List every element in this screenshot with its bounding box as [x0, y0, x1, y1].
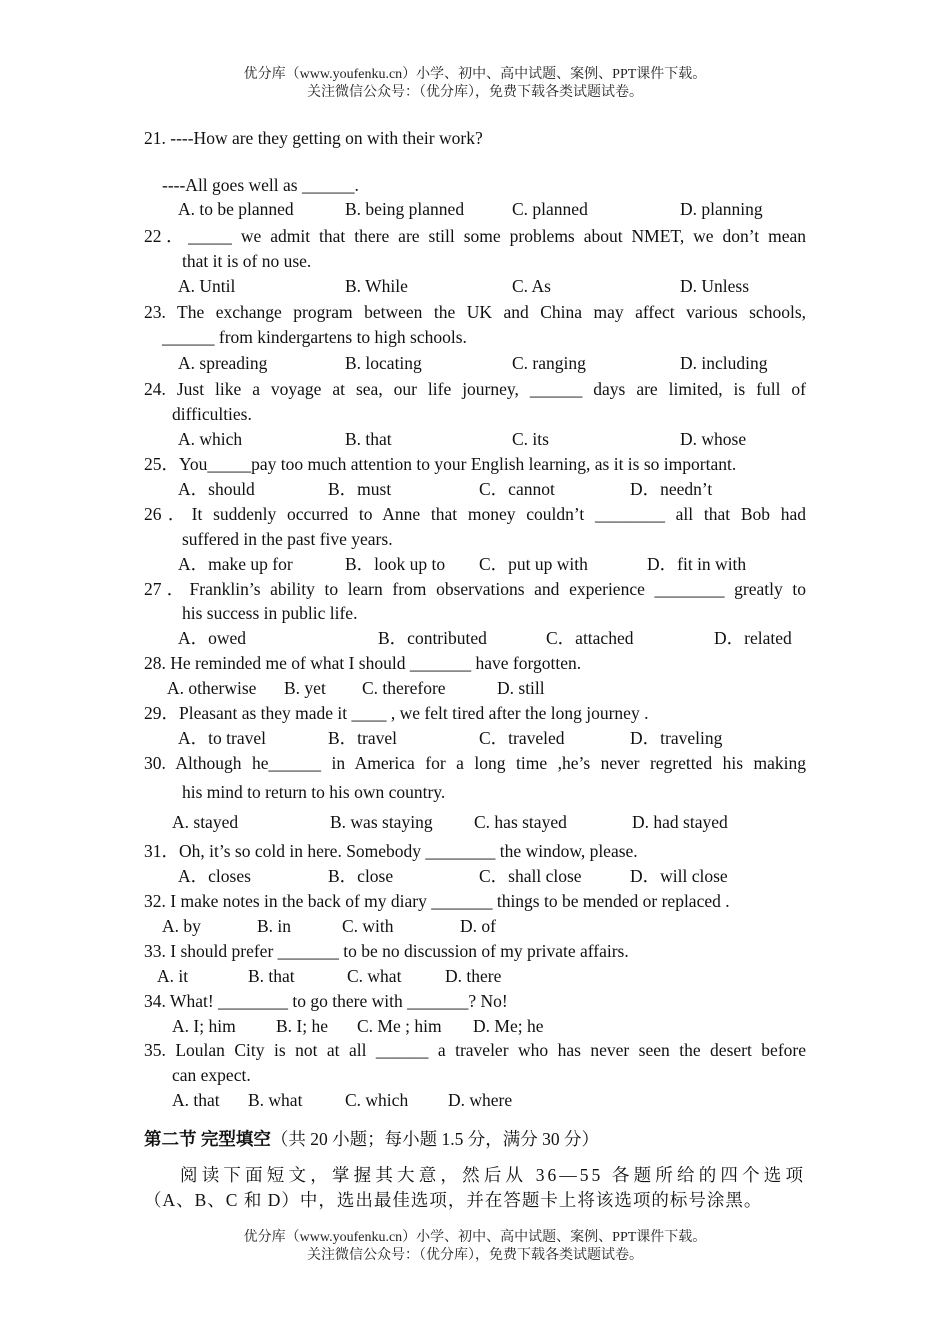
q26-option-a: A．make up for: [178, 554, 293, 574]
q26-option-b: B．look up to: [345, 554, 446, 574]
q29-option-c: C．traveled: [479, 728, 565, 748]
q23-stem-2: ______ from kindergartens to high schools.: [162, 327, 467, 347]
q33-option-c: C. what: [347, 966, 402, 986]
q30-option-d: D. had stayed: [632, 812, 728, 832]
section-heading: [144, 1128, 599, 1150]
q35-option-a: A. that: [172, 1090, 220, 1110]
q31-stem: 31．Oh, it’s so cold in here. Somebody ________ the window, please.: [144, 841, 638, 861]
q32-option-b: B. in: [257, 916, 292, 936]
q29-option-a: A．to travel: [178, 728, 266, 748]
q28-option-d: D. still: [497, 678, 545, 698]
header-line-1: 优分库（www.youfenku.cn）小学、初中、高中试题、案例、PPT课件下载。: [243, 67, 707, 82]
q30-option-c: C. has stayed: [474, 812, 567, 832]
q26-stem: 26．It suddenly occurred to Anne that money couldn’t ________ all that Bob had: [144, 504, 806, 524]
q27-option-a: A．owed: [178, 628, 247, 648]
q27-option-b: B．contributed: [378, 628, 487, 648]
q22-option-c: C. As: [512, 276, 551, 296]
q28-option-c: C. therefore: [362, 678, 446, 698]
q31-option-c: C．shall close: [479, 866, 582, 886]
q34-option-d: D. Me; he: [473, 1016, 544, 1036]
q25-option-d: D．needn’t: [630, 479, 713, 499]
q27-option-c: C．attached: [546, 628, 634, 648]
q21-option-c: C. planned: [512, 199, 588, 219]
footer-line-1: 优分库（www.youfenku.cn）小学、初中、高中试题、案例、PPT课件下载。: [243, 1230, 707, 1245]
q25-option-a: A．should: [178, 479, 255, 499]
q33-stem: 33. I should prefer _______ to be no discussion of my private affairs.: [144, 941, 629, 961]
q32-stem: 32. I make notes in the back of my diary _______ things to be mended or replaced .: [144, 891, 730, 911]
q24-stem: 24. Just like a voyage at sea, our life journey, ______ days are limited, is full of: [144, 379, 806, 399]
q34-stem: 34. What! ________ to go there with _______? No!: [144, 991, 508, 1011]
q27-stem: 27．Franklin’s ability to learn from observations and experience ________ greatly to: [144, 579, 806, 599]
q21-option-a: A. to be planned: [178, 199, 294, 219]
q30-option-a: A. stayed: [172, 812, 239, 832]
q26-option-c: C．put up with: [479, 554, 588, 574]
page-footer: [0, 1229, 950, 1265]
q34-option-b: B. I; he: [276, 1016, 329, 1036]
q26-stem-2: suffered in the past five years.: [182, 529, 393, 549]
q33-option-a: A. it: [157, 966, 189, 986]
q25-option-b: B．must: [328, 479, 392, 499]
q26-option-d: D．fit in with: [647, 554, 747, 574]
q24-option-b: B. that: [345, 429, 392, 449]
q24-option-d: D. whose: [680, 429, 747, 449]
q32-option-c: C. with: [342, 916, 394, 936]
q22-stem-2: that it is of no use.: [182, 251, 312, 271]
q23-option-b: B. locating: [345, 353, 422, 373]
q27-option-d: D．related: [714, 628, 792, 648]
section-subtitle: （共 20 小题；每小题 1.5 分，满分 30 分）: [270, 1129, 599, 1149]
q30-option-b: B. was staying: [330, 812, 433, 832]
q33-option-d: D. there: [445, 966, 502, 986]
q28-stem: 28. He reminded me of what I should _______ have forgotten.: [144, 653, 582, 673]
q27-stem-2: his success in public life.: [182, 603, 358, 623]
q23-option-c: C. ranging: [512, 353, 586, 373]
q34-option-c: C. Me ; him: [357, 1016, 442, 1036]
q30-stem: 30. Although he______ in America for a long time ,he’s never regretted his making: [144, 753, 806, 773]
q25-option-c: C．cannot: [479, 479, 555, 499]
section-instruction-line-1: 阅读下面短文，掌握其大意，然后从 36—55 各题所给的四个选项: [180, 1165, 806, 1185]
header-line-2: 关注微信公众号：（优分库），免费下载各类试题试卷。: [307, 85, 643, 100]
q35-option-d: D. where: [448, 1090, 513, 1110]
section-instruction-line-2: （A、B、C 和 D）中，选出最佳选项，并在答题卡上将该选项的标号涂黑。: [144, 1190, 763, 1210]
q34-option-a: A. I; him: [172, 1016, 236, 1036]
q29-option-d: D．traveling: [630, 728, 723, 748]
q28-option-a: A. otherwise: [167, 678, 257, 698]
q24-option-a: A. which: [178, 429, 243, 449]
q35-stem-2: can expect.: [172, 1065, 251, 1085]
section-title: 第二节 完型填空: [144, 1129, 271, 1149]
q28-option-b: B. yet: [284, 678, 326, 698]
q32-option-d: D. of: [460, 916, 496, 936]
q24-option-c: C. its: [512, 429, 549, 449]
q30-stem-2: his mind to return to his own country.: [182, 782, 446, 802]
q23-option-d: D. including: [680, 353, 768, 373]
q35-option-b: B. what: [248, 1090, 303, 1110]
q23-option-a: A. spreading: [178, 353, 268, 373]
q21-option-d: D. planning: [680, 199, 763, 219]
q22-option-a: A. Until: [178, 276, 236, 296]
q31-option-b: B．close: [328, 866, 394, 886]
footer-line-2: 关注微信公众号：（优分库），免费下载各类试题试卷。: [307, 1248, 643, 1263]
q31-option-d: D．will close: [630, 866, 728, 886]
q21-stem-2: ----All goes well as ______.: [162, 175, 359, 195]
q21-option-b: B. being planned: [345, 199, 465, 219]
q23-stem: 23. The exchange program between the UK and China may affect various schools,: [144, 302, 806, 322]
q21-stem: 21. ----How are they getting on with their work?: [144, 128, 483, 148]
q35-option-c: C. which: [345, 1090, 409, 1110]
q25-stem: 25．You_____pay too much attention to your English learning, as it is so important.: [144, 454, 737, 474]
q22-stem: 22．_____ we admit that there are still some problems about NMET, we don’t mean: [144, 226, 806, 246]
q29-stem: 29．Pleasant as they made it ____ , we felt tired after the long journey .: [144, 703, 649, 723]
q33-option-b: B. that: [248, 966, 295, 986]
q31-option-a: A．closes: [178, 866, 251, 886]
q22-option-b: B. While: [345, 276, 408, 296]
q35-stem: 35. Loulan City is not at all ______ a traveler who has never seen the desert before: [144, 1040, 806, 1060]
page-header: [0, 66, 950, 102]
q29-option-b: B．travel: [328, 728, 398, 748]
q32-option-a: A. by: [162, 916, 201, 936]
q24-stem-2: difficulties.: [172, 404, 252, 424]
q22-option-d: D. Unless: [680, 276, 750, 296]
